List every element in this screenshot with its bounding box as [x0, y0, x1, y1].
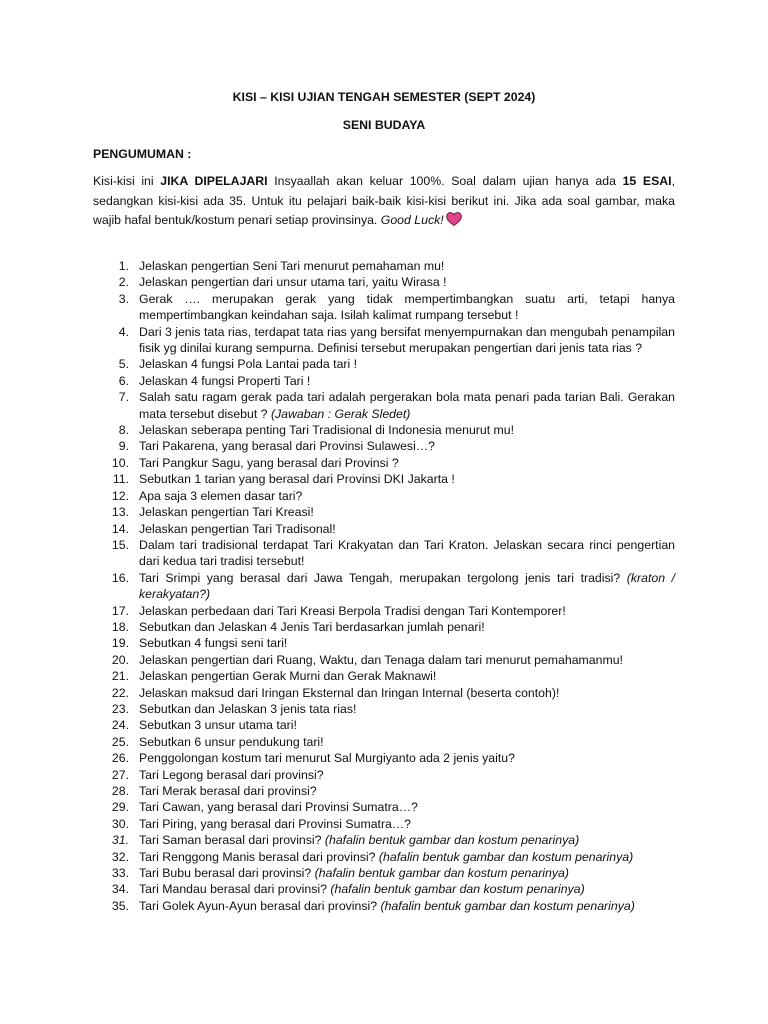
question-item	[93, 537, 675, 570]
question-item	[93, 652, 675, 668]
intro-good-luck: Good Luck!	[380, 213, 444, 227]
question-item	[93, 865, 675, 881]
question-text: Jelaskan seberapa penting Tari Tradisional di Indonesia menurut mu!	[139, 423, 515, 438]
question-text: Tari Pangkur Sagu, yang berasal dari Provinsi ?	[139, 455, 399, 470]
question-item	[93, 816, 675, 832]
question-text: Tari Legong berasal dari provinsi?	[139, 767, 324, 782]
question-item	[93, 734, 675, 750]
question-number: 4.	[118, 324, 129, 339]
question-text: Jelaskan 4 fungsi Pola Lantai pada tari !	[139, 357, 358, 372]
question-number: 35.	[111, 898, 129, 913]
question-item	[93, 389, 675, 422]
question-number: 31.	[111, 833, 129, 848]
question-text: Gerak …. merupakan gerak yang tidak mempertimbangkan suatu arti, tetapi hanya mempertimbangkan keindahan saja. Isilah kalimat rumpang tersebut !	[139, 291, 675, 323]
question-number: 23.	[111, 701, 129, 716]
question-number: 2.	[118, 275, 129, 290]
intro-bold-jika-dipelajari: JIKA DIPELAJARI	[160, 174, 268, 188]
question-item	[93, 324, 675, 357]
question-text: Tari Mandau berasal dari provinsi?	[139, 882, 331, 897]
question-note: (hafalin bentuk gambar dan kostum penarinya)	[314, 866, 569, 881]
intro-text-part2: Insyaallah akan keluar 100%. Soal dalam ujian hanya ada	[267, 174, 623, 188]
question-text: Tari Piring, yang berasal dari Provinsi Sumatra…?	[139, 816, 412, 831]
question-note: (hafalin bentuk gambar dan kostum penarinya)	[330, 882, 585, 897]
question-number: 12.	[111, 488, 129, 503]
question-note: (hafalin bentuk gambar dan kostum penarinya)	[324, 833, 580, 848]
question-text: Tari Merak berasal dari provinsi?	[139, 784, 317, 798]
question-item	[93, 455, 675, 471]
question-text: Dari 3 jenis tata rias, terdapat tata rias yang bersifat menyempurnakan dan mengubah penampilan fisik yg dinilai kurang sempurna. Definisi tersebut merupakan pengertian dari jenis tata rias ?	[139, 324, 675, 356]
announcement-label: PENGUMUMAN :	[93, 147, 192, 161]
question-number: 3.	[118, 291, 129, 306]
intro-text-part1: Kisi-kisi ini	[93, 174, 161, 188]
question-number: 11.	[112, 472, 129, 487]
question-text: Sebutkan dan Jelaskan 4 Jenis Tari berdasarkan jumlah penari!	[139, 619, 485, 634]
question-text: Jelaskan pengertian Seni Tari menurut pemahaman mu!	[139, 259, 445, 273]
question-number: 10.	[111, 455, 129, 470]
question-text: Salah satu ragam gerak pada tari adalah pergerakan bola mata penari pada tarian Bali. Gerakan mata tersebut disebut ?	[139, 390, 675, 421]
question-item	[93, 504, 675, 520]
question-text: Tari Saman berasal dari provinsi?	[139, 833, 325, 848]
question-item	[93, 898, 675, 914]
question-text: Tari Cawan, yang berasal dari Provinsi Sumatra…?	[139, 800, 418, 815]
question-item	[93, 767, 675, 783]
question-note: (hafalin bentuk gambar dan kostum penarinya)	[378, 849, 634, 864]
question-note: (kraton / kerakyatan?)	[139, 570, 675, 602]
question-number: 30.	[111, 816, 129, 831]
question-text: Jelaskan 4 fungsi Properti Tari !	[139, 373, 311, 388]
question-number: 29.	[111, 800, 129, 815]
document-page	[93, 89, 676, 913]
question-number: 18.	[111, 619, 129, 634]
question-item	[93, 849, 675, 865]
question-text: Dalam tari tradisional terdapat Tari Krakyatan dan Tari Kraton. Jelaskan secara rinci pengertian dari kedua tari tradisi tersebut!	[139, 537, 675, 569]
question-number: 14.	[111, 521, 129, 536]
question-note: (Jawaban : Gerak Sledet)	[270, 406, 411, 421]
question-number: 26.	[111, 751, 129, 766]
question-text: Sebutkan dan Jelaskan 3 jenis tata rias!	[139, 701, 357, 716]
question-item	[93, 488, 675, 504]
question-number: 19.	[111, 636, 129, 651]
question-text: Sebutkan 1 tarian yang berasal dari Provinsi DKI Jakarta !	[139, 472, 455, 487]
question-item	[93, 799, 675, 815]
question-item	[93, 685, 675, 701]
question-text: Jelaskan pengertian dari unsur utama tari, yaitu Wirasa !	[139, 275, 447, 290]
question-text: Jelaskan maksud dari Iringan Eksternal dan Iringan Internal (beserta contoh)!	[139, 685, 560, 700]
question-item	[93, 521, 675, 537]
question-number: 33.	[111, 866, 129, 881]
pink-heart-icon	[446, 212, 462, 226]
question-number: 7.	[118, 390, 129, 405]
question-number: 17.	[111, 603, 129, 618]
question-item	[93, 570, 675, 603]
question-number: 32.	[111, 849, 129, 864]
question-item	[93, 832, 675, 848]
question-number: 27.	[111, 767, 129, 782]
question-item	[93, 291, 675, 324]
question-text: Tari Pakarena, yang berasal dari Provinsi Sulawesi…?	[139, 439, 435, 454]
question-text: Penggolongan kostum tari menurut Sal Murgiyanto ada 2 jenis yaitu?	[139, 751, 515, 766]
question-text: Sebutkan 4 fungsi seni tari!	[139, 636, 288, 651]
question-number: 16.	[111, 570, 129, 585]
document-subtitle: SENI BUDAYA	[342, 118, 426, 132]
question-item	[93, 373, 675, 389]
question-number: 21.	[111, 669, 129, 684]
question-item	[93, 258, 675, 274]
question-note: (hafalin bentuk gambar dan kostum penarinya)	[380, 898, 635, 913]
question-item	[93, 701, 675, 717]
intro-text-part3: , sedangkan kisi-kisi ada 35. Untuk itu pelajari baik-baik kisi-kisi berikut ini. Jika ada soal gambar, maka wajib hafal bentuk/kostum penari setiap provinsinya.	[93, 174, 676, 227]
question-number: 20.	[111, 652, 129, 667]
question-text: Sebutkan 3 unsur utama tari!	[139, 718, 297, 733]
question-item	[93, 783, 675, 799]
question-number: 34.	[111, 882, 129, 897]
question-text: Tari Renggong Manis berasal dari provinsi?	[139, 849, 379, 864]
question-text: Sebutkan 6 unsur pendukung tari!	[139, 734, 324, 749]
question-number: 1.	[118, 259, 129, 273]
question-item	[93, 274, 675, 290]
question-item	[93, 750, 675, 766]
document-title: KISI – KISI UJIAN TENGAH SEMESTER (SEPT 2024)	[232, 90, 536, 104]
question-text: Jelaskan pengertian Tari Kreasi!	[139, 505, 314, 520]
intro-paragraph	[93, 172, 675, 231]
question-number: 25.	[111, 734, 129, 749]
question-text: Jelaskan perbedaan dari Tari Kreasi Berpola Tradisi dengan Tari Kontemporer!	[139, 603, 566, 618]
question-item	[93, 603, 675, 619]
question-item	[93, 438, 675, 454]
question-text: Jelaskan pengertian Gerak Murni dan Gerak Maknawi!	[139, 669, 437, 684]
question-item	[93, 881, 675, 897]
question-text: Tari Srimpi yang berasal dari Jawa Tengah, merupakan tergolong jenis tari tradisi?	[139, 570, 627, 585]
question-number: 24.	[111, 718, 129, 733]
question-number: 5.	[118, 357, 129, 372]
question-item	[93, 471, 675, 487]
intro-bold-15-esai: 15 ESAI	[622, 174, 672, 188]
question-text: Jelaskan pengertian dari Ruang, Waktu, dan Tenaga dalam tari menurut pemahamanmu!	[139, 652, 623, 667]
question-item	[93, 668, 675, 684]
question-item	[93, 619, 675, 635]
question-text: Tari Bubu berasal dari provinsi?	[139, 866, 315, 881]
question-number: 15.	[111, 537, 129, 552]
question-item	[93, 422, 675, 438]
question-item	[93, 717, 675, 733]
question-item	[93, 356, 675, 372]
question-number: 6.	[118, 373, 129, 388]
question-list	[93, 258, 675, 914]
question-item	[93, 635, 675, 651]
question-text: Jelaskan pengertian Tari Tradisonal!	[139, 521, 336, 536]
question-number: 9.	[118, 439, 129, 454]
question-number: 28.	[111, 784, 129, 798]
question-number: 22.	[111, 685, 129, 700]
question-number: 13.	[111, 505, 129, 520]
question-text: Apa saja 3 elemen dasar tari?	[139, 488, 303, 503]
question-text: Tari Golek Ayun-Ayun berasal dari provinsi?	[139, 898, 381, 913]
question-number: 8.	[118, 423, 129, 438]
